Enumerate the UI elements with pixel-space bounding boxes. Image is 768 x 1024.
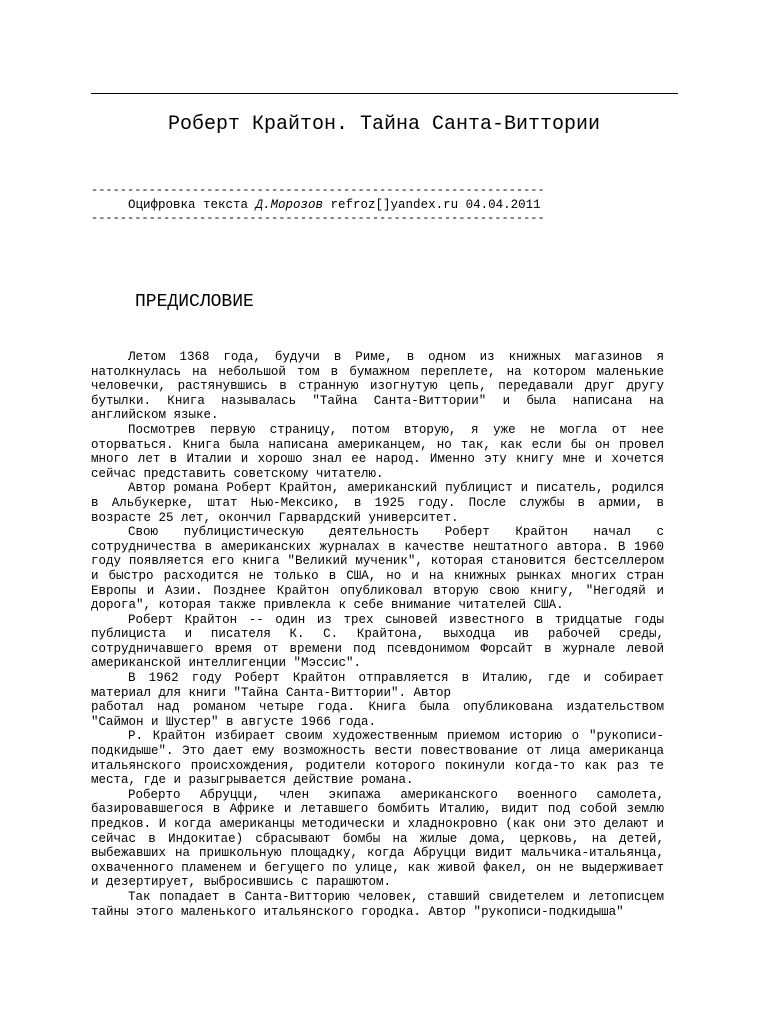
paragraph: Роберто Абруцци, член экипажа американского военного самолета, базировавшегося в Африке и летавшего бомбить Италию, видит под собой землю предков. И когда американцы методически и хладнокровно (как они это делают и сейчас в Индокитае) сбрасывают бомбы на жилые дома, церковь, на детей, выбежавших на пришкольную площадку, когда Абруцци видит мальчика-итальянца, охваченного пламенем и бегущего по улице, как живой факел, он не выдерживает и дезертирует, выбросившись с парашютом. bbox=[91, 787, 664, 890]
paragraph: Летом 1368 года, будучи в Риме, в одном из книжных магазинов я натолкнулась на небольшой том в бумажном переплете, на котором маленькие человечки, растянувшись в странную изогнутую цепь, передавали друг другу бутылки. Книга называлась "Тайна Санта-Виттории" и была написана на английском языке. bbox=[91, 350, 664, 423]
top-rule bbox=[91, 93, 678, 94]
section-title: ПРЕДИСЛОВИЕ bbox=[135, 292, 254, 312]
paragraph: Р. Крайтон избирает своим художественным приемом историю о "рукописи-подкидыше". Это дает ему возможность вести повествование от лица американца итальянского происхождения, родители которого покинули когда-то как раз те места, где и разыгрывается действие романа. bbox=[91, 729, 664, 788]
paragraph: Автор романа Роберт Крайтон, американский публицист и писатель, родился в Альбукерке, штат Нью-Мексико, в 1925 году. После службы в армии, в возрасте 25 лет, окончил Гарвардский университет. bbox=[91, 481, 664, 525]
body-text bbox=[91, 350, 664, 919]
paragraph: Так попадает в Санта-Витторию человек, ставший свидетелем и летописцем тайны этого маленького итальянского городка. Автор "рукописи-подкидыша" bbox=[91, 889, 664, 919]
separator-top: --------------------------------------------------------------- bbox=[91, 183, 545, 197]
page-title: Роберт Крайтон. Тайна Санта-Виттории bbox=[167, 113, 601, 136]
paragraph: В 1962 году Роберт Крайтон отправляется в Италию, где и собирает материал для книги "Тайна Санта-Виттории". Автор bbox=[91, 671, 664, 700]
paragraph: Роберт Крайтон -- один из трех сыновей известного в тридцатые годы публициста и писателя К. С. Крайтона, выходца ив рабочей среды, сотрудничавшего время от времени под псевдонимом Форсайт в журнале левой американской интеллигенции "Мэссис". bbox=[91, 612, 664, 671]
paragraph: Свою публицистическую деятельность Роберт Крайтон начал с сотрудничества в американских журналах в качестве нештатного автора. В 1960 году появляется его книга "Великий мученик", которая становится бестселлером и быстро расходится не только в США, но и на книжных рынках многих стран Европы и Азии. Позднее Крайтон опубликовал вторую свою книгу, "Негодяй и дорога", которая также привлекла к себе внимание читателей США. bbox=[91, 525, 664, 613]
separator-bottom: --------------------------------------------------------------- bbox=[91, 211, 545, 225]
credit-author: Д.Морозов bbox=[255, 198, 324, 212]
credit-prefix: Оцифровка текста bbox=[128, 198, 256, 212]
paragraph: работал над романом четыре года. Книга была опубликована издательством "Саймон и Шустер" в августе 1966 года. bbox=[91, 700, 664, 729]
credit-suffix: refroz[]yandex.ru 04.04.2011 bbox=[323, 198, 541, 212]
paragraph: Посмотрев первую страницу, потом вторую, я уже не могла от нее оторваться. Книга была написана американцем, но так, как если бы он провел много лет в Италии и хорошо знал ее народ. Именно эту книгу мне и хочется сейчас представить советскому читателю. bbox=[91, 422, 664, 481]
